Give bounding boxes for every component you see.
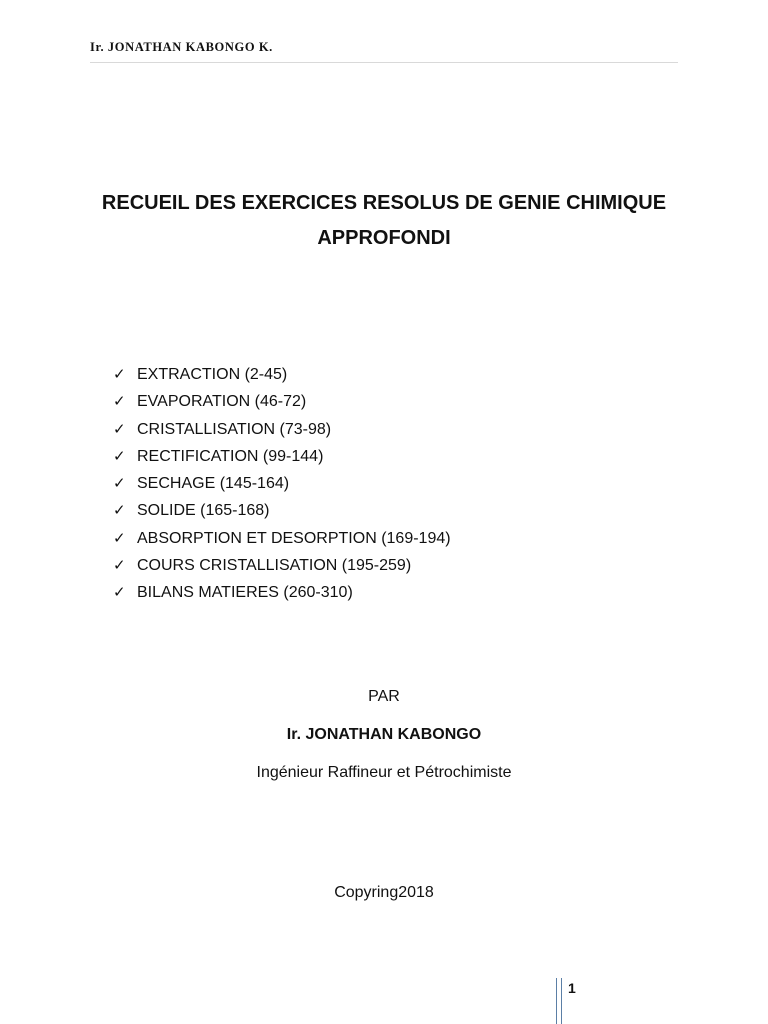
document-title-line-2: APPROFONDI <box>317 227 451 249</box>
page-number: 1 <box>568 980 576 996</box>
toc-item <box>113 416 451 443</box>
toc-item-label: ABSORPTION ET DESORPTION (169-194) <box>137 529 451 547</box>
toc-item-label: CRISTALLISATION (73-98) <box>137 420 332 438</box>
toc-item-label: COURS CRISTALLISATION (195-259) <box>137 557 412 575</box>
toc-item <box>113 579 451 606</box>
checkmark-icon: ✓ <box>113 392 126 411</box>
checkmark-icon: ✓ <box>113 528 126 547</box>
table-of-contents <box>113 361 451 607</box>
toc-item <box>113 388 451 415</box>
toc-item-label: BILANS MATIERES (260-310) <box>137 584 353 602</box>
toc-item <box>113 470 451 497</box>
toc-item-label: SECHAGE (145-164) <box>137 475 290 493</box>
author-role: Ingénieur Raffineur et Pétrochimiste <box>256 764 512 781</box>
toc-item-label: SOLIDE (165-168) <box>137 502 270 520</box>
toc-item <box>113 443 451 470</box>
header-divider <box>90 62 678 63</box>
checkmark-icon: ✓ <box>113 446 126 465</box>
toc-item <box>113 525 451 552</box>
checkmark-icon: ✓ <box>113 501 126 520</box>
checkmark-icon: ✓ <box>113 556 126 575</box>
page-number-divider <box>556 978 562 1024</box>
author-name: Ir. JONATHAN KABONGO <box>286 726 482 743</box>
checkmark-icon: ✓ <box>113 474 126 493</box>
toc-item-label: RECTIFICATION (99-144) <box>137 447 324 465</box>
checkmark-icon: ✓ <box>113 365 126 383</box>
toc-item-label: EVAPORATION (46-72) <box>137 393 307 411</box>
checkmark-icon: ✓ <box>113 583 126 602</box>
byline-par: PAR <box>368 688 400 705</box>
running-head: Ir. JONATHAN KABONGO K. <box>90 40 273 54</box>
toc-item <box>113 497 451 524</box>
toc-item <box>113 361 451 388</box>
toc-item-label: EXTRACTION (2-45) <box>137 366 288 383</box>
document-title-line-1: RECUEIL DES EXERCICES RESOLUS DE GENIE CHIMIQUE <box>101 192 667 214</box>
checkmark-icon: ✓ <box>113 419 126 438</box>
copyright-notice: Copyring2018 <box>334 884 434 901</box>
toc-item <box>113 552 451 579</box>
